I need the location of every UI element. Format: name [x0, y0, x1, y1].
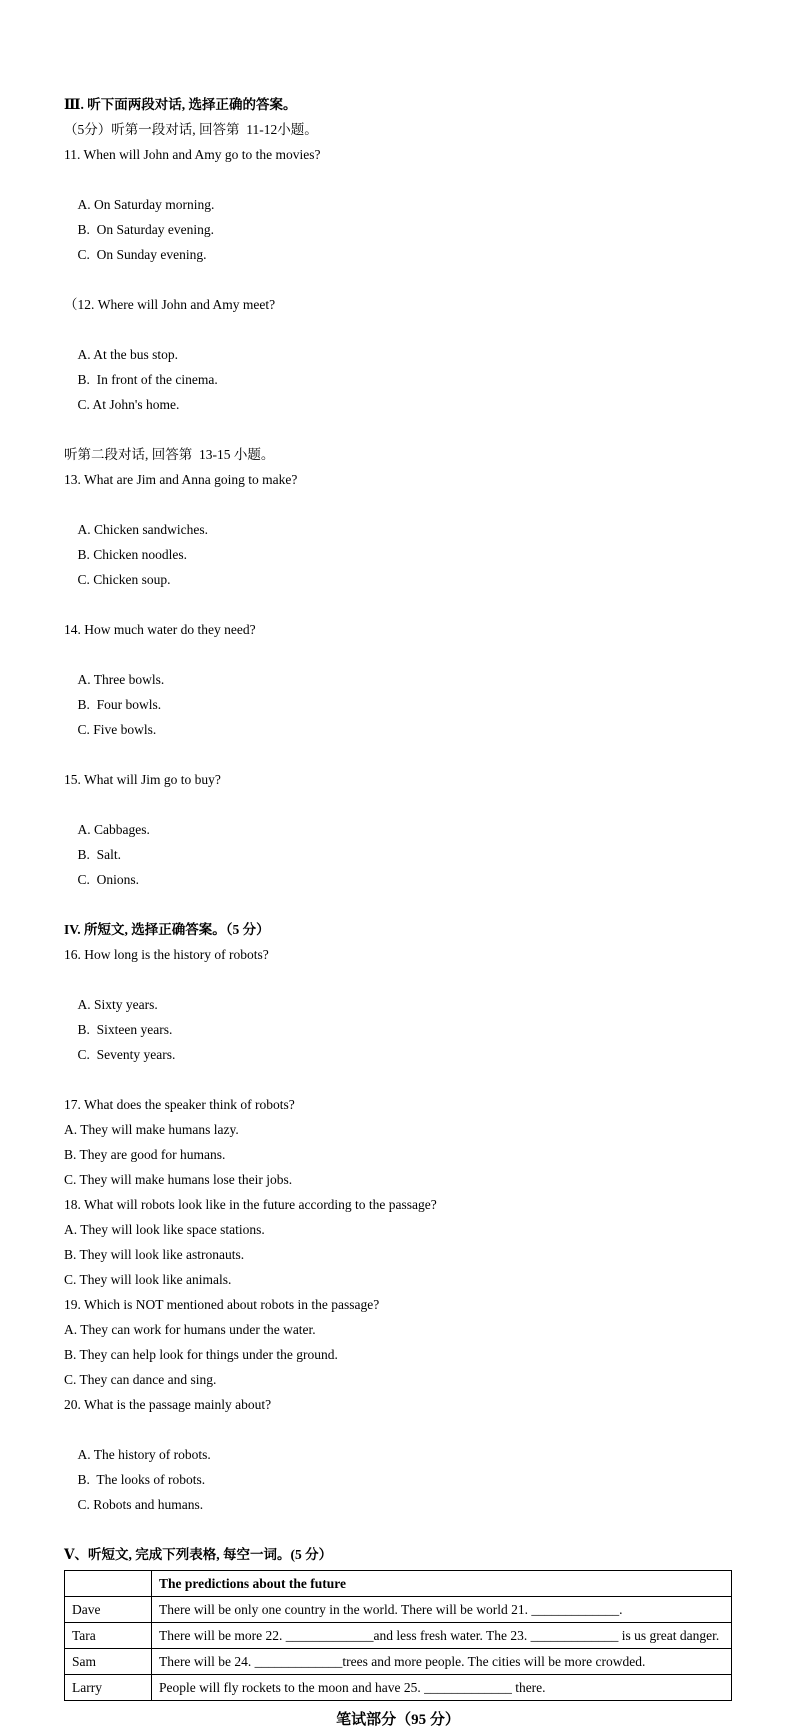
question-18-option-a: A. They will look like space stations.	[64, 1222, 265, 1237]
speaker-name: Larry	[65, 1675, 152, 1701]
question-14-options	[64, 642, 732, 767]
option-a: A. On Saturday morning.	[77, 197, 215, 212]
option-b: B. Chicken noodles.	[77, 547, 187, 562]
question-12-options	[64, 317, 732, 442]
option-b: B. On Saturday evening.	[77, 222, 214, 237]
question-11: 11. When will John and Amy go to the movies?	[64, 147, 321, 162]
table-row	[65, 1675, 732, 1701]
question-17-option-a: A. They will make humans lazy.	[64, 1122, 239, 1137]
section5-heading: Ⅴ、听短文, 完成下列表格, 每空一词。(5 分）	[64, 1547, 333, 1562]
question-15-options	[64, 792, 732, 917]
option-b: B. Four bowls.	[77, 697, 162, 712]
question-12: （12. Where will John and Amy meet?	[64, 297, 276, 312]
option-c: C. Onions.	[77, 872, 140, 887]
option-c: C. Five bowls.	[77, 722, 157, 737]
written-section-title: 笔试部分（95 分）	[336, 1712, 460, 1728]
table-title: The predictions about the future	[152, 1571, 732, 1597]
option-c: C. Seventy years.	[77, 1047, 176, 1062]
option-c: C. Robots and humans.	[77, 1497, 204, 1512]
question-19-option-c: C. They can dance and sing.	[64, 1372, 217, 1387]
question-17-option-b: B. They are good for humans.	[64, 1147, 226, 1162]
speaker-name: Tara	[65, 1623, 152, 1649]
predictions-table	[64, 1570, 732, 1701]
question-11-options	[64, 167, 732, 292]
question-13-options	[64, 492, 732, 617]
section3-heading: Ⅲ. 听下面两段对话, 选择正确的答案。	[64, 97, 297, 112]
question-19-option-b: B. They can help look for things under the ground.	[64, 1347, 338, 1362]
question-18-option-b: B. They will look like astronauts.	[64, 1247, 245, 1262]
question-20: 20. What is the passage mainly about?	[64, 1397, 272, 1412]
question-18: 18. What will robots look like in the future according to the passage?	[64, 1197, 437, 1212]
question-16: 16. How long is the history of robots?	[64, 947, 269, 962]
section3-instruction-2: 听第二段对话, 回答第 13-15 小题。	[64, 447, 275, 462]
prediction-text: There will be 24. _____________trees and more people. The cities will be more crowded.	[152, 1649, 732, 1675]
prediction-text: There will be more 22. _____________and less fresh water. The 23. _____________ is us great danger.	[152, 1623, 732, 1649]
question-17: 17. What does the speaker think of robots?	[64, 1097, 295, 1112]
prediction-text: People will fly rockets to the moon and have 25. _____________ there.	[152, 1675, 732, 1701]
prediction-text: There will be only one country in the world. There will be world 21. _____________.	[152, 1597, 732, 1623]
table-row	[65, 1597, 732, 1623]
option-a: A. Sixty years.	[77, 997, 158, 1012]
header-empty-cell	[65, 1571, 152, 1597]
question-20-options	[64, 1417, 732, 1542]
option-c: C. On Sunday evening.	[77, 247, 207, 262]
speaker-name: Dave	[65, 1597, 152, 1623]
option-c: C. At John's home.	[77, 397, 180, 412]
option-b: B. Sixteen years.	[77, 1022, 173, 1037]
question-19: 19. Which is NOT mentioned about robots in the passage?	[64, 1297, 380, 1312]
table-header-row	[65, 1571, 732, 1597]
option-a: A. Chicken sandwiches.	[77, 522, 208, 537]
question-19-option-a: A. They can work for humans under the water.	[64, 1322, 316, 1337]
option-a: A. Cabbages.	[77, 822, 150, 837]
question-15: 15. What will Jim go to buy?	[64, 772, 221, 787]
option-b: B. Salt.	[77, 847, 122, 862]
option-a: A. Three bowls.	[77, 672, 165, 687]
option-a: A. At the bus stop.	[77, 347, 179, 362]
question-14: 14. How much water do they need?	[64, 622, 256, 637]
question-17-option-c: C. They will make humans lose their jobs.	[64, 1172, 293, 1187]
section4-heading: IV. 所短文, 选择正确答案。（5 分）	[64, 922, 270, 937]
question-13: 13. What are Jim and Anna going to make?	[64, 472, 298, 487]
option-b: B. In front of the cinema.	[77, 372, 218, 387]
section3-instruction-1: （5分）听第一段对话, 回答第 11-12小题。	[64, 122, 318, 137]
option-a: A. The history of robots.	[77, 1447, 211, 1462]
question-18-option-c: C. They will look like animals.	[64, 1272, 232, 1287]
table-row	[65, 1623, 732, 1649]
speaker-name: Sam	[65, 1649, 152, 1675]
question-16-options	[64, 967, 732, 1092]
option-b: B. The looks of robots.	[77, 1472, 206, 1487]
table-row	[65, 1649, 732, 1675]
option-c: C. Chicken soup.	[77, 572, 171, 587]
